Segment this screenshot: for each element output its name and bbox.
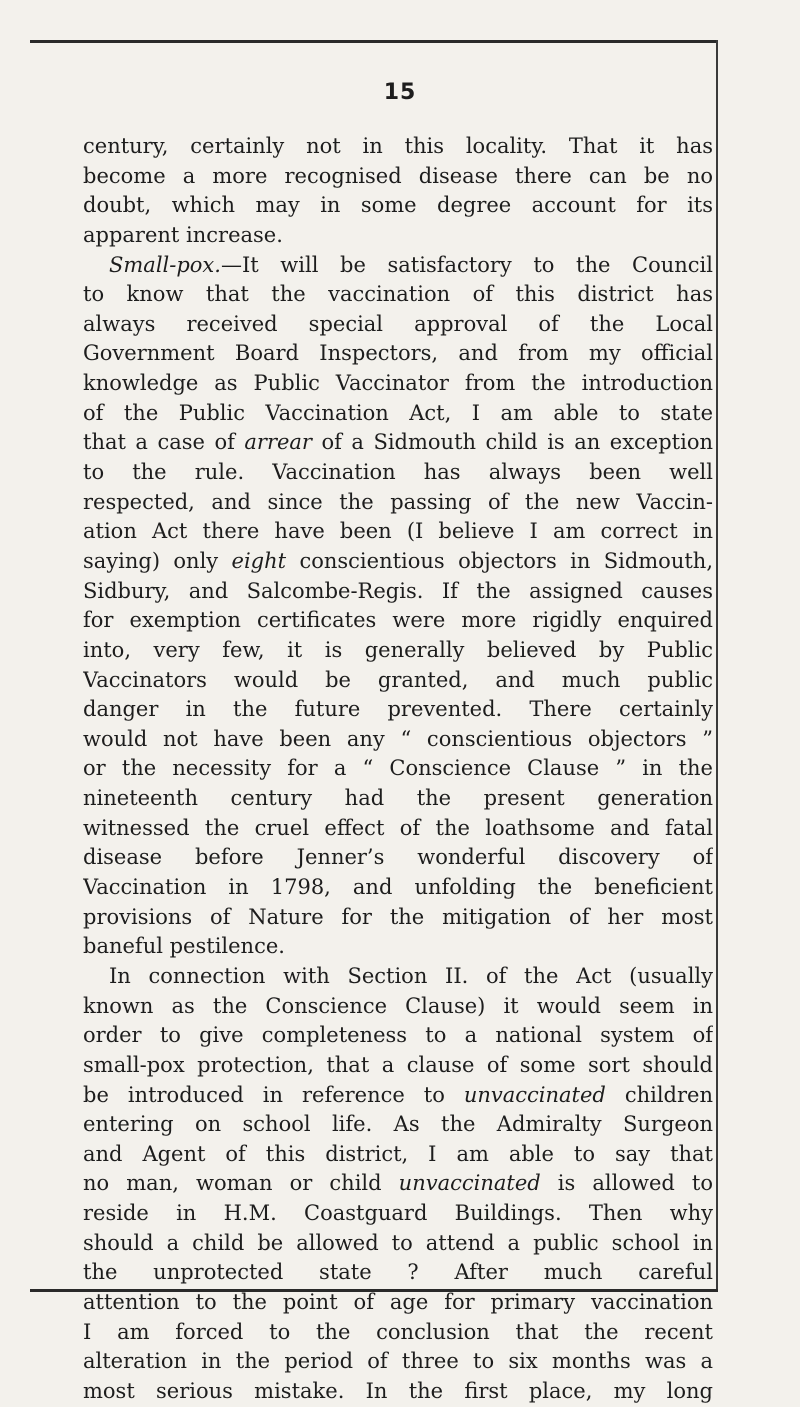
text-line xyxy=(83,1081,713,1111)
text-line: should a child be allowed to attend a public school in xyxy=(83,1230,713,1255)
text-fragment: is allowed to xyxy=(540,1171,713,1196)
text-line: would not have been any “ conscientious objectors ” xyxy=(83,726,713,751)
text-line: into, very few, it is generally believed by Public xyxy=(83,637,713,662)
text-line: disease before Jenner’s wonderful discovery of xyxy=(83,845,713,870)
italic-word: eight xyxy=(231,548,287,573)
section-heading-small-pox: Small-pox. xyxy=(109,252,221,277)
body-text xyxy=(83,132,713,1407)
text-line: the unprotected state ? After much careful xyxy=(83,1260,713,1285)
text-line: baneful pestilence. xyxy=(83,934,285,959)
text-line: order to give completeness to a national system of xyxy=(83,1023,713,1048)
text-fragment: —It will be satisfactory to the Council xyxy=(220,252,713,277)
text-line: of the Public Vaccination Act, I am able to state xyxy=(83,400,713,425)
text-line: respected, and since the passing of the new Vaccin- xyxy=(83,489,713,514)
text-line: Government Board Inspectors, and from my official xyxy=(83,341,713,366)
text-line: Sidbury, and Salcombe-Regis. If the assigned causes xyxy=(83,578,713,603)
italic-word: arrear xyxy=(244,430,312,455)
text-line: apparent increase. xyxy=(83,222,283,247)
text-fragment: of a Sidmouth child is an exception xyxy=(311,430,713,455)
text-line: and Agent of this district, I am able to say that xyxy=(83,1141,713,1166)
text-line: to know that the vaccination of this district has xyxy=(83,282,713,307)
text-line: knowledge as Public Vaccinator from the introduction xyxy=(83,371,713,396)
text-line: alteration in the period of three to six months was a xyxy=(83,1349,713,1374)
text-fragment: children xyxy=(605,1082,713,1107)
text-line: attention to the point of age for primary vaccination xyxy=(83,1289,713,1314)
text-fragment: be introduced in reference to xyxy=(83,1082,464,1107)
text-fragment: that a case of xyxy=(83,430,245,455)
text-line: provisions of Nature for the mitigation of her most xyxy=(83,904,713,929)
text-line: known as the Conscience Clause) it would seem in xyxy=(83,993,713,1018)
top-border-rule xyxy=(30,40,718,43)
text-fragment: no man, woman or child xyxy=(83,1171,399,1196)
text-line: ation Act there have been (I believe I am correct in xyxy=(83,519,713,544)
text-line: nineteenth century had the present generation xyxy=(83,786,713,811)
page-number: 15 xyxy=(383,80,417,105)
text-line: entering on school life. As the Admiralty Surgeon xyxy=(83,1112,713,1137)
text-line xyxy=(83,1169,713,1199)
text-line: In connection with Section II. of the Act (usually xyxy=(109,963,713,988)
right-border-rule xyxy=(716,40,718,1292)
text-line: doubt, which may in some degree account for its xyxy=(83,193,713,218)
text-line: I am forced to the conclusion that the recent xyxy=(83,1319,713,1344)
text-line xyxy=(83,547,713,577)
text-line: danger in the future prevented. There certainly xyxy=(83,697,713,722)
text-line: small-pox protection, that a clause of some sort should xyxy=(83,1052,713,1077)
italic-word: unvaccinated xyxy=(398,1171,541,1196)
text-line: reside in H.M. Coastguard Buildings. Then why xyxy=(83,1201,713,1226)
italic-word: unvaccinated xyxy=(463,1082,606,1107)
text-line: Vaccinators would be granted, and much public xyxy=(83,667,713,692)
text-line: most serious mistake. In the first place, my long xyxy=(83,1378,713,1403)
text-fragment: saying) only xyxy=(83,548,232,573)
text-line: for exemption certificates were more rigidly enquired xyxy=(83,608,713,633)
text-line: century, certainly not in this locality. That it has xyxy=(83,134,713,158)
text-line xyxy=(83,428,713,458)
text-line-with-heading xyxy=(83,251,713,281)
text-line: or the necessity for a “ Conscience Clause ” in the xyxy=(83,756,713,781)
text-line: witnessed the cruel effect of the loathsome and fatal xyxy=(83,815,713,840)
text-line: become a more recognised disease there can be no xyxy=(83,163,713,188)
text-line: Vaccination in 1798, and unfolding the beneficient xyxy=(83,875,713,900)
text-fragment: conscientious objectors in Sidmouth, xyxy=(286,548,713,573)
text-line: to the rule. Vaccination has always been well xyxy=(83,460,713,485)
text-line: always received special approval of the Local xyxy=(83,311,713,336)
